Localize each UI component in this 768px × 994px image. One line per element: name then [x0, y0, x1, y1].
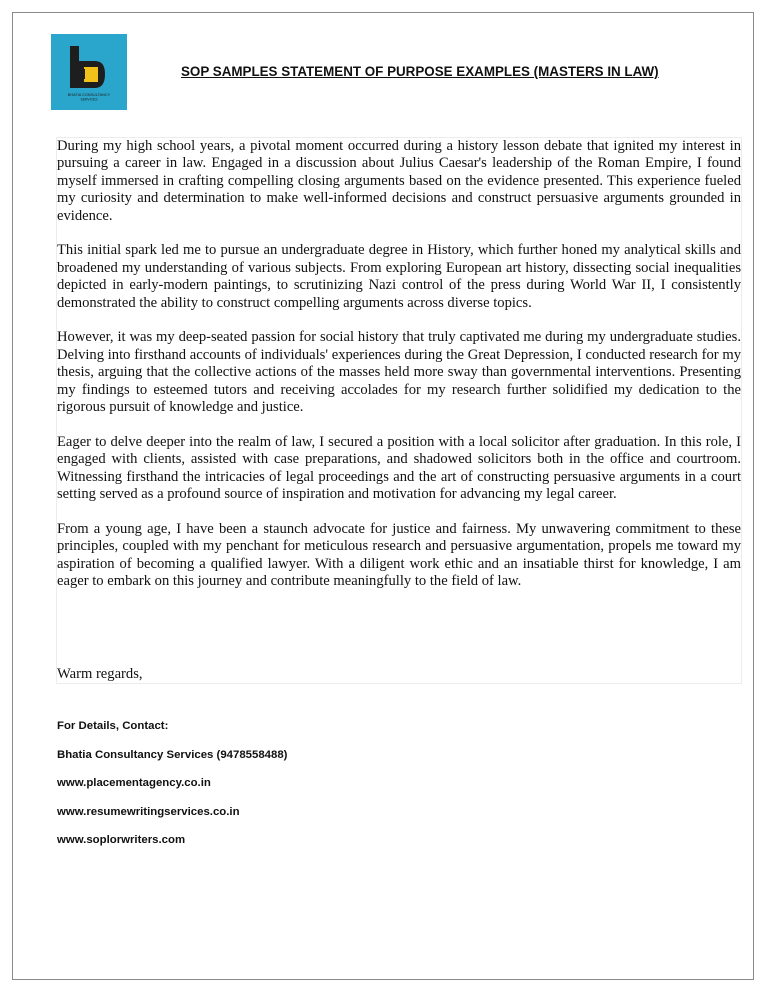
- paragraph-3: However, it was my deep-seated passion for social history that truly captivated me during my undergraduate studies. Delving into firsthand accounts of individuals' experiences during the Great Depression, I conducted research for my thesis, arguing that the collective actions of the masses held more sway than governmental interventions. Presenting my findings to esteemed tutors and receiving accolades for my research further solidified my dedication to the rigorous pursuit of knowledge and justice.: [57, 329, 741, 416]
- document-title: SOP SAMPLES STATEMENT OF PURPOSE EXAMPLES (MASTERS IN LAW): [181, 64, 659, 79]
- contact-link-placement[interactable]: www.placementagency.co.in: [57, 777, 211, 789]
- contact-block: [57, 718, 287, 861]
- paragraph-5: From a young age, I have been a staunch advocate for justice and fairness. My unwavering commitment to these principles, coupled with my penchant for meticulous research and persuasive argumentation, propels me toward my aspiration of becoming a qualified lawyer. With a diligent work ethic and an insatiable thirst for knowledge, I am eager to embark on this journey and contribute meaningfully to the field of law.: [57, 520, 741, 590]
- contact-heading: For Details, Contact:: [57, 720, 169, 732]
- logo-caption-line2: SERVICES: [80, 97, 98, 102]
- logo-caption-line1: BHATIA CONSULTANCY: [67, 93, 111, 97]
- contact-company: Bhatia Consultancy Services (9478558488): [57, 748, 288, 761]
- contact-link-soplor[interactable]: www.soplorwriters.com: [57, 834, 186, 846]
- statement-body: [57, 138, 741, 608]
- paragraph-2: This initial spark led me to pursue an undergraduate degree in History, which further honed my analytical skills and broadened my understanding of various subjects. From exploring European art history, dissecting social inequalities depicted in early-modern paintings, to scrutinizing Nazi control of the press during World War II, I consistently demonstrated the ability to construct compelling arguments across diverse topics.: [57, 242, 741, 311]
- contact-link-resume[interactable]: www.resumewritingservices.co.in: [57, 805, 240, 818]
- paragraph-4: Eager to delve deeper into the realm of law, I secured a position with a local solicitor after graduation. In this role, I engaged with clients, assisted with case preparations, and shadowed solicitors both in the office and courtroom. Witnessing firsthand the intricacies of legal proceedings and the art of constructing persuasive arguments in a court setting served as a profound source of inspiration and motivation for advancing my legal career.: [57, 433, 741, 503]
- signoff: Warm regards,: [57, 666, 143, 682]
- paragraph-1: During my high school years, a pivotal moment occurred during a history lesson debate that ignited my interest in pursuing a career in law. Engaged in a discussion about Julius Caesar's leadership of the Roman Empire, I found myself immersed in crafting compelling closing arguments based on the evidence presented. This experience fueled my curiosity and determination to make well-informed decisions and construct persuasive arguments grounded in evidence.: [57, 138, 741, 224]
- company-logo: [51, 34, 127, 110]
